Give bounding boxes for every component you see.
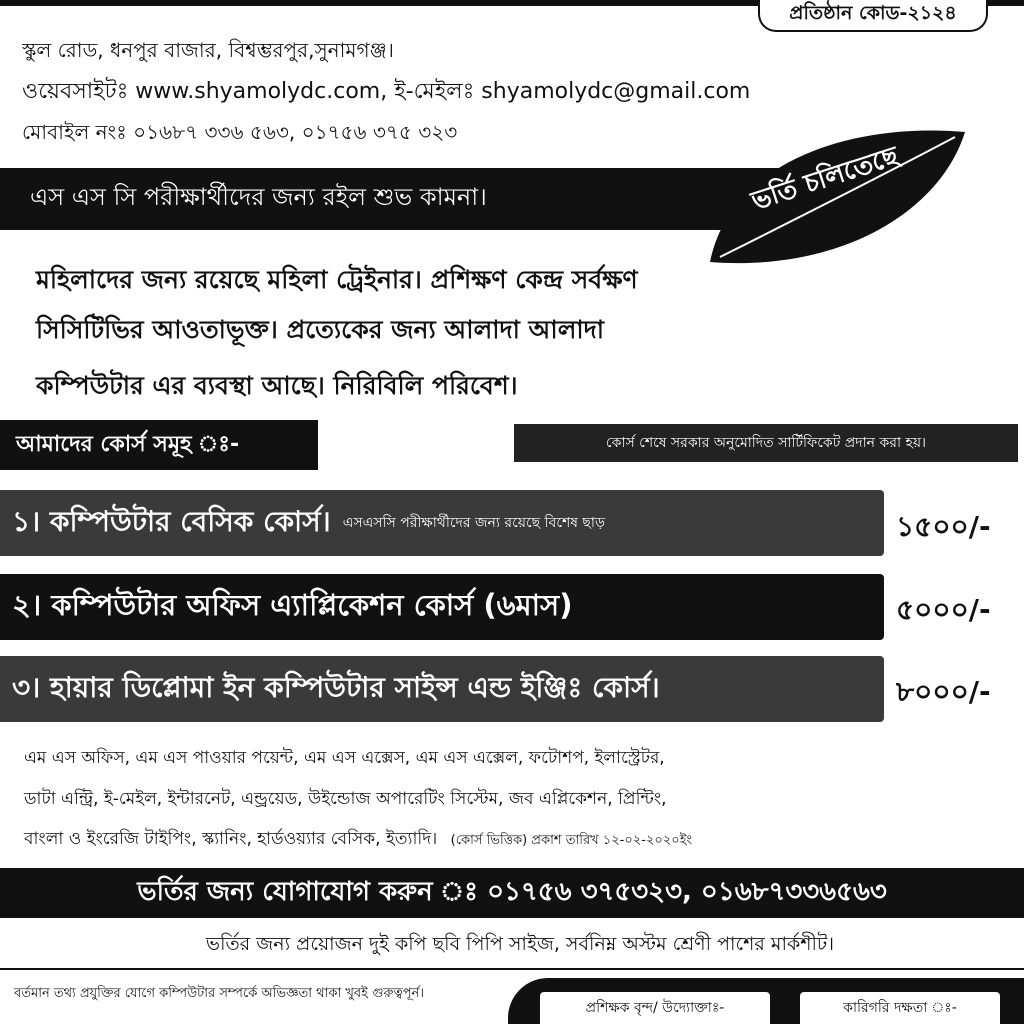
- topics-line-2: ডাটা এন্ট্রি, ই-মেইল, ইন্টারনেট, এন্ড্রয়েড, উইন্ডোজ অপারেটিং সিস্টেম, জব এপ্লিকেশন, প্রিন্টিং,: [24, 789, 667, 809]
- course-higher-diploma: [0, 656, 884, 722]
- wishes-text: এস এস সি পরীক্ষার্থীদের জন্য রইল শুভ কামনা।: [30, 183, 487, 211]
- institution-code: প্রতিষ্ঠান কোড-২১২৪: [758, 0, 988, 32]
- course-basic: [0, 490, 884, 556]
- intro-line-2: সিসিটিভির আওতাভূক্ত। প্রত্যেকের জন্য আলাদা আলাদা: [36, 315, 604, 344]
- trainers-label: প্রশিক্ষক বৃন্দ/ উদ্যোক্তাঃ-: [540, 992, 770, 1024]
- intro-line-1: মহিলাদের জন্য রয়েছে মহিলা ট্রেইনার। প্রশিক্ষণ কেন্দ্র সর্বক্ষণ: [36, 265, 638, 294]
- footer-divider: [0, 968, 1024, 970]
- course-office-application: [0, 574, 884, 640]
- topics-line-3-text: বাংলা ও ইংরেজি টাইপিং, স্ক্যানিং, হার্ডওয়্যার বেসিক, ইত্যাদি।: [24, 829, 438, 849]
- admission-requirements: ভর্তির জন্য প্রয়োজন দুই কপি ছবি পিপি সাইজ, সর্বনিম্ন অস্টম শ্রেণী পাশের মার্কশীট।: [205, 933, 835, 955]
- course-price: ৮০০০/-: [896, 675, 991, 708]
- website-email: ওয়েবসাইটঃ www.shyamolydc.com, ই-মেইলঃ shyamolydc@gmail.com: [22, 79, 751, 104]
- course-label: ১। কম্পিউটার বেসিক কোর্স।: [12, 504, 331, 538]
- course-label: ২। কম্পিউটার অফিস এ্যাপ্লিকেশন কোর্স (৬মাস): [12, 587, 573, 622]
- topics-line-3: [24, 826, 692, 854]
- skills-label: কারিগরি দক্ষতা ঃ-: [800, 992, 1000, 1024]
- course-label: ৩। হায়ার ডিপ্লোমা ইন কম্পিউটার সাইন্স এন্ড ইঞ্জিঃ কোর্স।: [12, 670, 660, 704]
- courses-title: আমাদের কোর্স সমূহ ঃ-: [0, 420, 318, 470]
- topics-line-1: এম এস অফিস, এম এস পাওয়ার পয়েন্ট, এম এস এক্সেস, এম এস এক্সেল, ফটোশপ, ইলাস্ট্রেটর,: [24, 748, 665, 768]
- course-price: ১৫০০/-: [896, 510, 991, 543]
- mobile-numbers: মোবাইল নংঃ ০১৬৮৭ ৩৩৬ ৫৬৩, ০১৭৫৬ ৩৭৫ ৩২৩: [22, 120, 458, 144]
- intro-line-3: কম্পিউটার এর ব্যবস্থা আছে। নিরিবিলি পরিবেশ।: [36, 371, 518, 400]
- footer-note: বর্তমান তথ্য প্রযুক্তির যোগে কম্পিউটার সম্পর্কে অভিজ্ঞতা থাকা খুবই গুরুত্বপূর্ন।: [14, 986, 425, 1001]
- publish-date: (কোর্স ভিত্তিক) প্রকাশ তারিখ ১২-০২-২০২০ইং: [450, 833, 693, 848]
- course-price: ৫০০০/-: [896, 593, 991, 626]
- course-note: এসএসসি পরীক্ষার্থীদের জন্য রয়েছে বিশেষ ছাড়: [342, 515, 605, 531]
- contact-text: ভর্তির জন্য যোগাযোগ করুন ঃ ০১৭৫৬ ৩৭৫৩২৩, ০১৬৮৭৩৩৬৫৬৩: [137, 877, 887, 907]
- address: স্কুল রোড, ধনপুর বাজার, বিশ্বম্ভরপুর,সুনামগঞ্জ।: [22, 38, 394, 62]
- admission-ongoing-badge: ভর্তি চলিতেছে: [747, 141, 903, 217]
- contact-banner: [0, 868, 1024, 918]
- wishes-ribbon: [0, 168, 800, 230]
- certificate-note: কোর্স শেষে সরকার অনুমোদিত সার্টিফিকেট প্রদান করা হয়।: [514, 424, 1018, 462]
